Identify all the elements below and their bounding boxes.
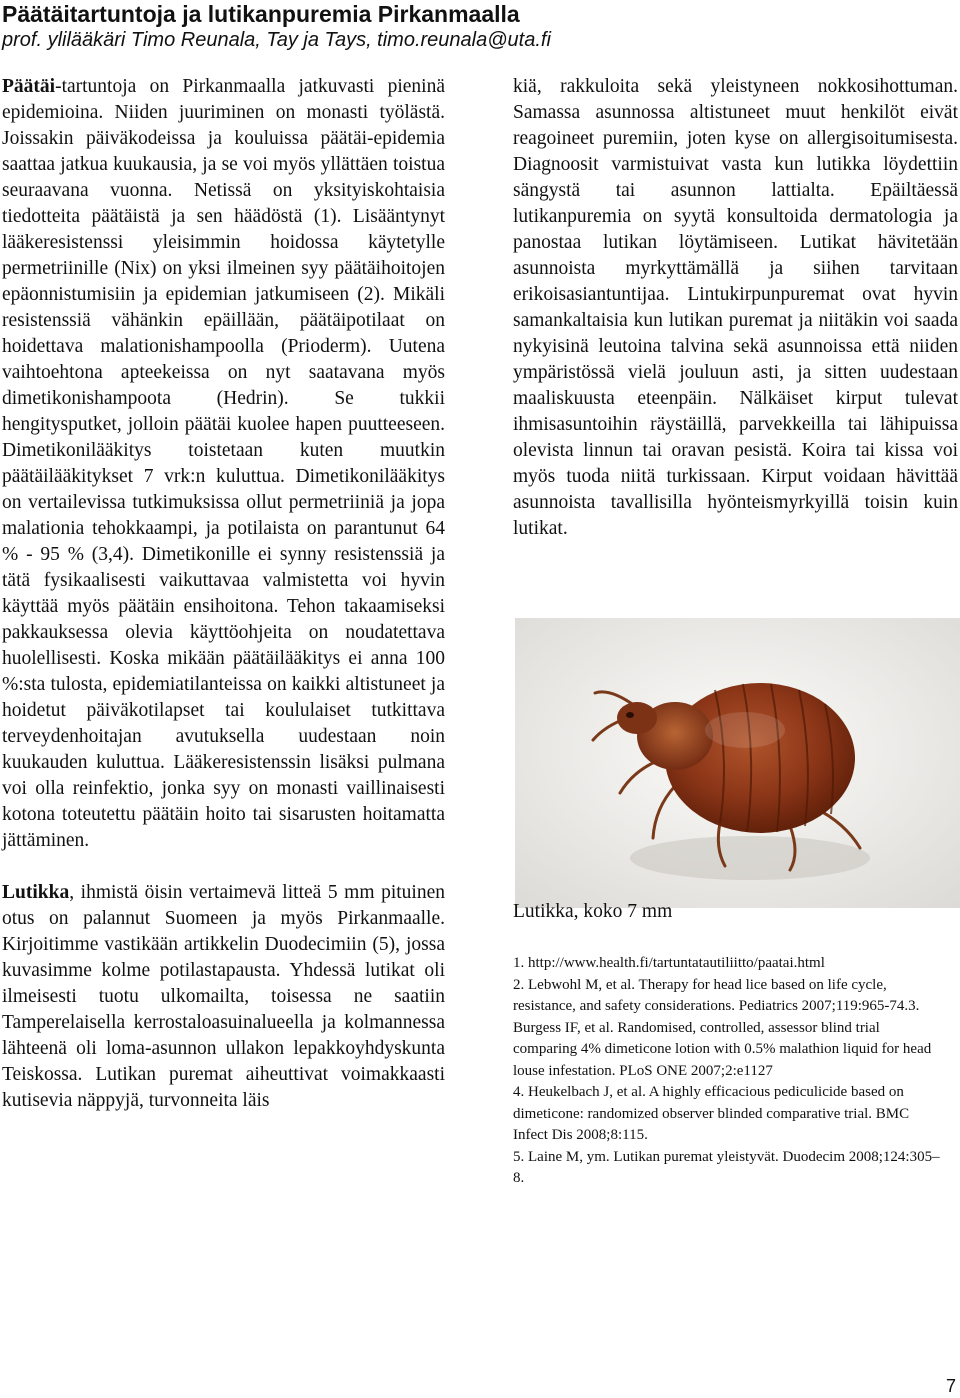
reference-item: 4. Heukelbach J, et al. A highly efficacious pediculicide based on dimeticone: randomized observer blinded comparative trial. BMC Infect Dis 2008;8:115. (513, 1084, 910, 1143)
paragraph-body-bed-bugs: , ihmistä öisin vertaimevä litteä 5 mm pituinen otus on palannut Suomeen ja myös Pirkanmaalle. Kirjoitimme vastikään artikkelin Duodecimiin (5), jossa kuvasimme kolme potilastapausta. Yhdessä lutikat oli ilmeisesti tuotu ulkomailta, toisessa ne saatiin Tamperelaisella kerrostaloasuinalueella ja kolmannessa lähteenä oli loma-asunnon ullakon lepakkoyhdyskunta Teiskossa. Lutikan puremat aiheuttivat voimakkaasti kutisevia näppyjä, turvonneita läis (2, 882, 445, 1111)
paragraph-bed-bugs-continued: kiä, rakkuloita sekä yleistyneen nokkosihottuman. Samassa asunnossa altistuneet muut henkilöt eivät reagoineet puremiin, joten kyse on allergisoitumisesta. Diagnoosit varmistuivat vasta kun lutikka löydettiin sängystä tai asunnon lattialta. Epäiltäessä lutikanpuremia on syytä konsultoida dermatologia ja panostaa lutikan löytämiseen. Lutikat hävitetään asunnoista myrkyttämällä ja siihen tarvitaan erikoisasiantuntijaa. Lintukirpunpuremat ovat hyvin samankaltaisia kun lutikan puremat ja niitäkin voi saada nykyisinä leutoina talvina sekä asunnoissa että niiden ympäristössä vielä jouluun asti, ja sitten uudestaan maaliskuusta eteenpäin. Nälkäiset kirput tulevat ihmisasuntoihin räystäillä, parvekkeilla tai lähipuissa olevista linnun tai oravan pesistä. Koira tai kissa voi myös tuoda niitä turkissaan. Kirput voidaan hävittää asunnoista tavallisilla hyönteismyrkyillä toisin kuin lutikat. (513, 76, 958, 539)
paragraph-lead-head-lice: Päätäi (2, 76, 56, 97)
article-title: Päätäitartuntoja ja lutikanpuremia Pirkanmaalla (2, 1, 520, 27)
paragraph-head-lice (2, 74, 445, 854)
left-column (2, 74, 445, 1114)
figure-caption: Lutikka, koko 7 mm (513, 901, 673, 922)
right-column (513, 74, 958, 542)
bed-bug-illustration (515, 618, 960, 908)
author-line: prof. ylilääkäri Timo Reunala, Tay ja Tays, timo.reunala@uta.fi (2, 29, 551, 51)
paragraph-lead-bed-bugs: Lutikka (2, 882, 70, 903)
reference-item: 2. Lebwohl M, et al. Therapy for head lice based on life cycle, resistance, and safety considerations. Pediatrics 2007;119:965-74.3. Burgess IF, et al. Randomised, controlled, assessor blind trial comparing 4% dimeticone lotion with 0.5% malathion liquid for head louse infestation. PLoS ONE 2007;2:e1127 (513, 976, 932, 1079)
reference-list (513, 953, 941, 1190)
page-number: 7 (946, 1376, 957, 1396)
paragraph-bed-bugs (2, 880, 445, 1114)
reference-item: 1. http://www.health.fi/tartuntatautiliitto/paatai.html (513, 955, 825, 971)
article-header (2, 0, 942, 53)
paragraph-body-head-lice: -tartuntoja on Pirkanmaalla jatkuvasti pieninä epidemioina. Niiden juuriminen on monasti työlästä. Joissakin päiväkodeissa ja kouluissa päätäi-epidemia saattaa jatkua kuukausia, ja se voi myös yllättäen toistua seuraavana vuonna. Netissä on yksityiskohtaisia tiedotteita päätäistä ja sen häädöstä (1). Lisääntynyt lääkeresistenssi yleisimmin hoidossa käytetylle permetriinille (Nix) on yksi ilmeinen syy päätäihoitojen epäonnistumisiin ja epidemian jatkumiseen (2). Mikäli resistenssiä vähänkin epäillään, päätäipotilaat on hoidettava malationishampoolla (Prioderm). Uutena vaihtoehtona apteekeissa on nyt saatavana myös dimetikonishampoota (Hedrin). Se tukkii hengitysputket, jolloin päätäi kuolee hapen puutteeseen. Dimetikonilääkitys toistetaan kuten muutkin päätäilääkitykset 7 vrk:n kuluttua. Dimetikonilääkitys on vertailevissa tutkimuksissa ollut permetriiniä ja jopa malationia tehokkaampi, ja potilaista on parantunut 64 % - 95 % (3,4). Dimetikonille ei synny resistenssiä ja tätä fysikaalisesti vaikuttavaa valmistetta voi hyvin käyttää myös päätäin ensihoitona. Tehon takaamiseksi pakkauksessa olevia käyttöohjeita on noudatettava huolellisesti. Koska mikään päätäilääkitys ei anna 100 %:sta tulosta, epidemiatilanteissa on kaikki altistuneet ja hoidetut päiväkotilapset tai koululaiset tutkittava terveydenhoitajan avutuksella uudestaan noin kuukauden kuluttua. Lääkeresistenssin lisäksi pulmana voi olla reinfektio, jonka syy on monasti vaillinaisesti kotona toteutettu päätäin hoito tai sisarusten hoitamatta jättäminen. (2, 76, 445, 851)
bed-bug-photo (515, 618, 960, 908)
reference-item: 5. Laine M, ym. Lutikan puremat yleistyvät. Duodecim 2008;124:305–8. (513, 1148, 940, 1186)
